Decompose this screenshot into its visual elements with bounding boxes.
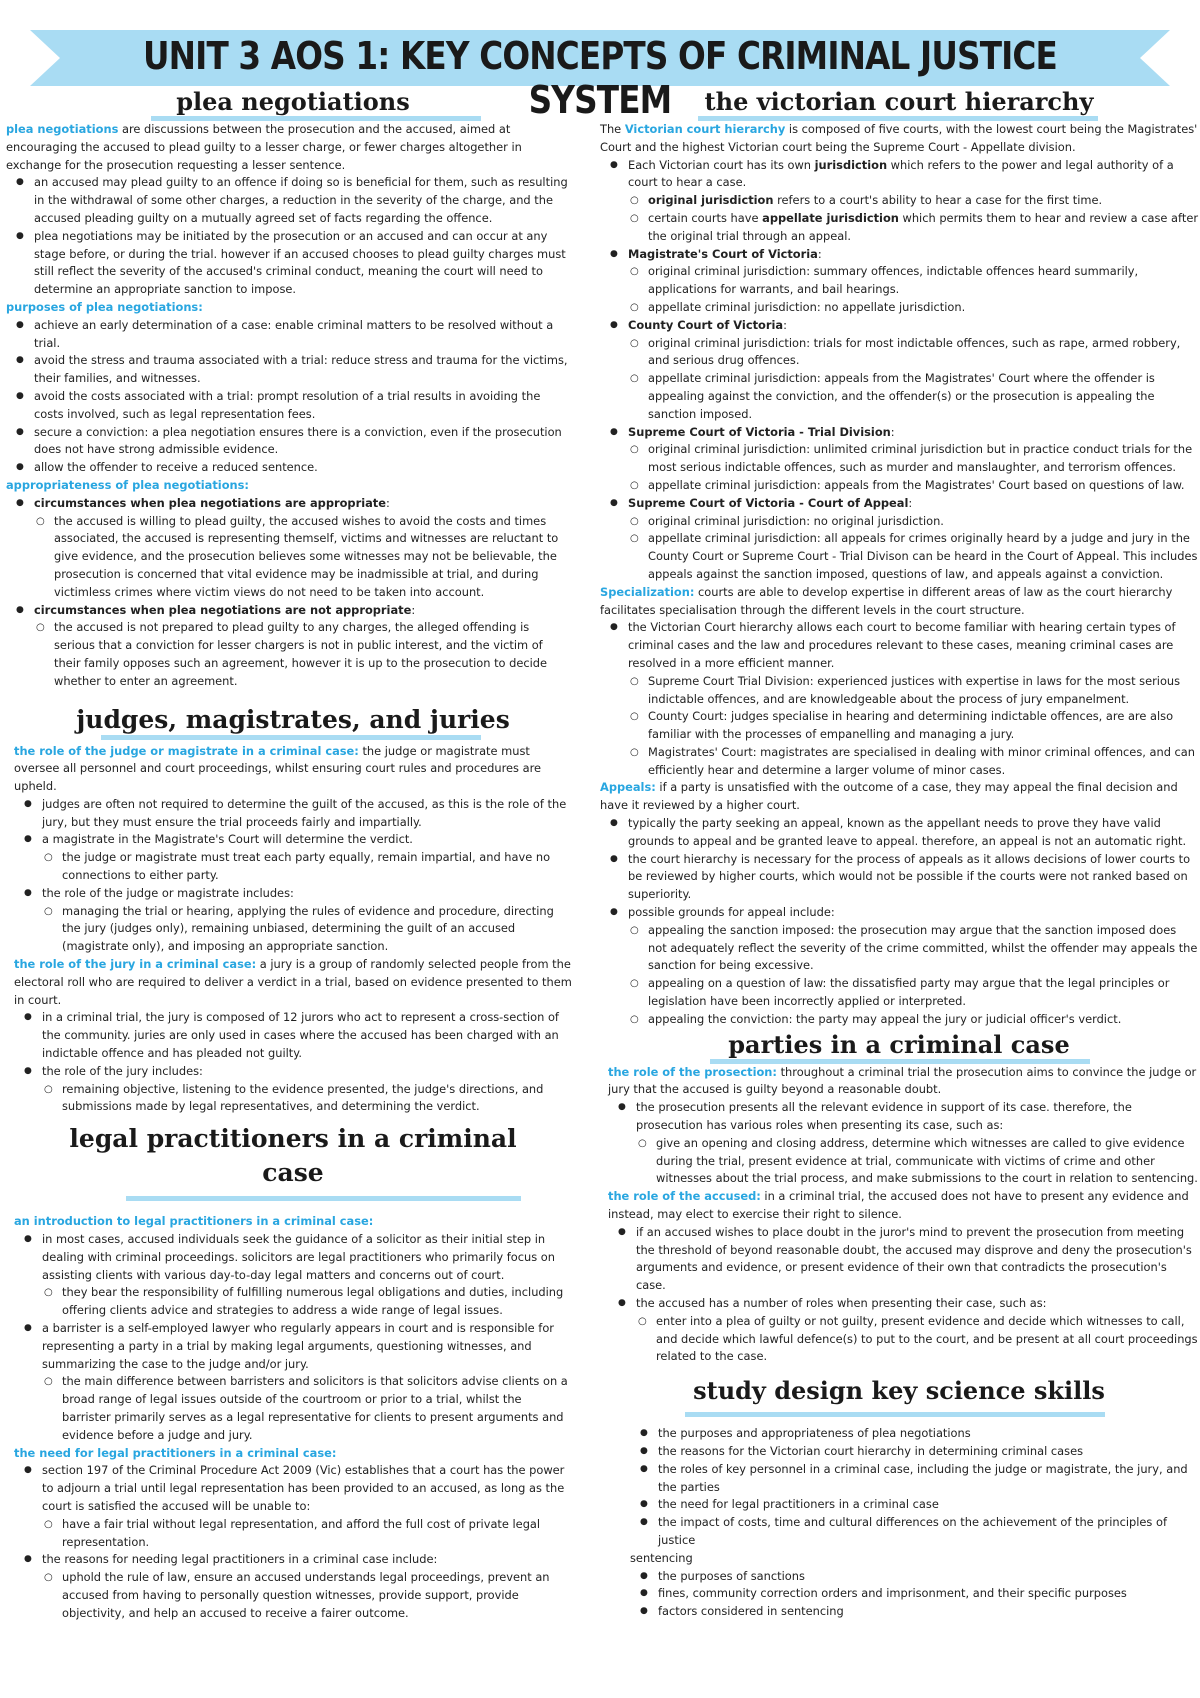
role-judge — [14, 743, 572, 796]
sublist — [14, 1284, 572, 1320]
list-item: ○ appellate criminal jurisdiction: appeals from the Magistrates' Court based on questions of law. — [600, 477, 1198, 495]
accused-bullets — [608, 1224, 1198, 1366]
list-item: ● the reasons for the Victorian court hierarchy in determining criminal cases — [630, 1443, 1198, 1461]
list-item: ○ remaining objective, listening to the evidence presented, the judge's directions, and submissions made by legal representatives, and determining the verdict. — [14, 1081, 572, 1117]
heading-underline — [698, 116, 1098, 121]
legal-intro-label: an introduction to legal practitioners in a criminal case: — [14, 1214, 374, 1229]
text: which permits them to hear and review a case after the original trial through an appeal. — [648, 210, 1199, 243]
heading-text: judges, magistrates, and juries — [76, 704, 510, 734]
list-item: ● avoid the costs associated with a trial: prompt resolution of a trial results in avoiding the costs involved, such as legal representation fees. — [6, 388, 572, 424]
appeals — [600, 779, 1198, 815]
list-item: ● the roles of key personnel in a criminal case, including the judge or magistrate, the jury, and the parties — [630, 1461, 1198, 1497]
text: if a party is unsatisfied with the outcome of a case, they may appeal the final decision and have it reviewed by a higher court. — [600, 780, 1178, 813]
list-item: ○ appellate criminal jurisdiction: appeals from the Magistrates' Court where the offender is appealing against the conviction, and the offender(s) or the prosecution is appealing the sanction imposed. — [600, 370, 1198, 423]
bold-label: circumstances when plea negotiations are appropriate — [34, 495, 386, 510]
text: the accused has a number of roles when presenting their case, such as: — [636, 1296, 1047, 1310]
legal-bullets — [14, 1231, 572, 1445]
list-item — [14, 1231, 572, 1320]
term: the role of the judge or magistrate in a criminal case: — [14, 743, 359, 758]
text: which refers to the power and legal authority of a court to hear a case. — [628, 157, 1174, 190]
heading-text-line2: case — [262, 1158, 324, 1188]
list-item: ○ managing the trial or hearing, applying the rules of evidence and procedure, directing the jury (judges only), remaining unbiased, determining the guilt of an accused (magistrate only), and imposing an appropriate sanction. — [14, 903, 572, 956]
list-item: ● Supreme Court of Victoria - Trial Division: ○ original criminal jurisdiction: unlimited criminal jurisdiction but in practice conduct trials for the most serious indictable offences, such as murder and manslaughter, and terrorism offences. ○ appellate criminal jurisdiction: appeals from the Magistrates' Court based on questions of law. — [600, 424, 1198, 495]
text: a jury is a group of randomly selected people from the electoral roll who are required to deliver a verdict in a trial, based on evidence presented to them in court. — [14, 957, 572, 1007]
list-item: ● the court hierarchy is necessary for the process of appeals as it allows decisions of lower courts to be reviewed by higher courts, which would not be possible if the courts were not ranked based on superiority. — [600, 851, 1198, 904]
text: courts are able to develop expertise in different areas of law as the court hierarchy facilitates specialisation through the different levels in the court structure. — [600, 584, 1173, 617]
list-item: ● secure a conviction: a plea negotiation ensures there is a conviction, even if the prosecution does not have strong admissible evidence. — [6, 424, 572, 460]
bold-term: jurisdiction — [814, 157, 888, 172]
role-jury — [14, 956, 572, 1009]
sublist — [600, 441, 1198, 494]
section-court-heading — [600, 88, 1198, 121]
text: possible grounds for appeal include: — [628, 905, 835, 920]
list-item: ○ the judge or magistrate must treat each party equally, remain impartial, and have no connections to either party. — [14, 849, 572, 885]
list-item: ○ they bear the responsibility of fulfilling numerous legal obligations and duties, including offering clients advice and strategies to address a wide range of legal issues. — [14, 1284, 572, 1320]
section-plea-heading — [6, 88, 580, 121]
court-name: Magistrate's Court of Victoria — [628, 246, 818, 261]
heading-underline — [126, 1196, 521, 1201]
section-legal-heading — [6, 1122, 580, 1201]
list-item: ● the need for legal practitioners in a criminal case — [630, 1496, 1198, 1514]
list-item: ● Supreme Court of Victoria - Court of Appeal: ○ original criminal jurisdiction: no original jurisdiction. ○ appellate criminal jurisdiction: all appeals for crimes originally heard by a judge and jury in the County Court or Supreme Court - Trial Divison can be heard in the Court of Appeal. This includes appeals against the sanction imposed, questions of law, and appeals against a conviction. — [600, 495, 1198, 584]
text: the role of the jury includes: — [42, 1063, 203, 1078]
sublist — [6, 619, 572, 690]
list-item: ○ original criminal jurisdiction: trials for most indictable offences, such as rape, armed robbery, and serious drug offences. — [600, 335, 1198, 371]
list-item: ● in a criminal trial, the jury is composed of 12 jurors who act to represent a cross-section of the community. juries are only used in cases where the accused has been charged with an indictable offence and has pleaded not guilty. — [14, 1009, 572, 1062]
text: a barrister is a self-employed lawyer who regularly appears in court and is responsible for representing a party in a trial by making legal arguments, questioning witnesses, and summarizing the case to the judge and/or jury. — [42, 1321, 554, 1371]
section-judges-heading — [6, 705, 580, 740]
appropriateness-list — [6, 495, 572, 691]
list-item: ○ appellate criminal jurisdiction: all appeals for crimes originally heard by a judge and jury in the County Court or Supreme Court - Trial Divison can be heard in the Court of Appeal. This includes appeals against the sanction imposed, questions of law, and appeals against a conviction. — [600, 530, 1198, 583]
court-bullets — [600, 157, 1198, 584]
heading-text: study design key science skills — [693, 1376, 1105, 1406]
left-column — [6, 88, 580, 1623]
bold-label: circumstances when plea negotiations are not appropriate — [34, 602, 412, 617]
role-accused — [608, 1188, 1198, 1224]
sublist — [14, 1516, 572, 1552]
list-item: ● the impact of costs, time and cultural differences on the achievement of the principles of justice — [630, 1514, 1198, 1550]
specialization — [600, 584, 1198, 620]
role-prosecution — [608, 1064, 1198, 1100]
list-item: ○ appealing the sanction imposed: the prosecution may argue that the sanction imposed does not adequately reflect the severity of the crime committed, whilst the offender may appeals the sanction for being excessive. — [600, 922, 1198, 975]
list-item: ● fines, community correction orders and imprisonment, and their specific purposes — [630, 1585, 1198, 1603]
heading-underline — [151, 116, 481, 121]
text: refers to a court's ability to hear a case for the first time. — [773, 193, 1103, 208]
study-list — [630, 1425, 1198, 1550]
appeal-bullets — [600, 815, 1198, 1029]
list-item: ● County Court of Victoria: ○ original criminal jurisdiction: trials for most indictable offences, such as rape, armed robbery, and serious drug offences. ○ appellate criminal jurisdiction: appeals from the Magistrates' Court where the offender is appealing against the conviction, and the offender(s) or the prosecution is appealing the sanction imposed. — [600, 317, 1198, 424]
sentencing-label: sentencing — [630, 1550, 693, 1565]
list-item: ● circumstances when plea negotiations are not appropriate: ○ the accused is not prepared to plead guilty to any charges, the alleged offending is serious that a conviction for lesser chargers is not in public interest, and the victim of their family opposes such an agreement, however it is up to the prosecution to decide whether to enter an agreement. — [6, 602, 572, 691]
purposes-label: purposes of plea negotiations: — [6, 299, 203, 314]
list-item: ○ enter into a plea of guilty or not guilty, present evidence and decide which witnesses to call, and decide which lawful defence(s) to put to the court, and be present at all court proceedings related to the case. — [608, 1313, 1198, 1366]
text: the prosecution presents all the relevant evidence in support of its case. therefore, the prosecution has various roles when presenting its case, such as: — [636, 1100, 1132, 1133]
prosecution-bullets — [608, 1099, 1198, 1188]
text: in most cases, accused individuals seek the guidance of a solicitor as their initial step in dealing with criminal proceedings. solicitors are legal practitioners who primarily focus on assisting clients with various day-to-day legal matters and concerns out of court. — [42, 1232, 555, 1282]
list-item — [600, 192, 1198, 210]
sublist — [14, 849, 572, 885]
text: throughout a criminal trial the prosecution aims to convince the judge or jury that the accused is guilty beyond a reasonable doubt. — [608, 1064, 1197, 1097]
text: certain courts have — [648, 210, 763, 225]
heading-text: the victorian court hierarchy — [704, 87, 1094, 116]
legal-section — [6, 1213, 580, 1622]
court-section — [600, 121, 1198, 1029]
sublist — [600, 922, 1198, 1029]
term: plea negotiations — [6, 122, 119, 136]
list-item: ○ appellate criminal jurisdiction: no appellate jurisdiction. — [600, 299, 1198, 317]
list-item — [600, 157, 1198, 246]
list-item — [14, 831, 572, 884]
list-item — [14, 885, 572, 956]
list-item: ○ original criminal jurisdiction: unlimited criminal jurisdiction but in practice conduct trials for the most serious indictable offences, such as murder and manslaughter, and terrorism offences. — [600, 441, 1198, 477]
list-item: ○ uphold the rule of law, ensure an accused understands legal proceedings, prevent an accused from having to personally question witnesses, provide support, provide objectivity, and help an accused to receive a fairer outcome. — [14, 1569, 572, 1622]
text: the reasons for needing legal practitioners in a criminal case include: — [42, 1552, 438, 1567]
sublist — [14, 1081, 572, 1117]
sublist — [600, 263, 1198, 316]
list-item: ● the purposes of sanctions — [630, 1568, 1198, 1586]
right-column — [600, 88, 1198, 1621]
list-item — [14, 1551, 572, 1622]
heading-text: plea negotiations — [176, 87, 410, 116]
list-item: ○ Supreme Court Trial Division: experienced justices with expertise in laws for the most serious indictable offences, and are knowledgeable about the process of jury empanelment. — [600, 673, 1198, 709]
list-item: ○ the accused is not prepared to plead guilty to any charges, the alleged offending is serious that a conviction for lesser chargers is not in public interest, and the victim of their family opposes such an agreement, however it is up to the prosecution to decide whether to enter an agreement. — [6, 619, 572, 690]
list-item: ○ appealing the conviction: the party may appeal the jury or judicial officer's verdict. — [600, 1011, 1198, 1029]
sublist — [14, 1373, 572, 1444]
sublist — [600, 192, 1198, 245]
term: Victorian court hierarchy — [624, 122, 786, 136]
term: Specialization: — [600, 584, 695, 599]
list-item: ● Magistrate's Court of Victoria: ○ original criminal jurisdiction: summary offences, indictable offences heard summarily, applications for warrants, and bail hearings. ○ appellate criminal jurisdiction: no appellate jurisdiction. — [600, 246, 1198, 317]
judges-section — [6, 743, 580, 1117]
term: the role of the jury in a criminal case: — [14, 957, 257, 972]
list-item — [14, 1462, 572, 1551]
list-item: ○ appealing on a question of law: the dissatisfied party may argue that the legal principles or legislation have been incorrectly applied or interpreted. — [600, 975, 1198, 1011]
text: are discussions between the prosecution and the accused, aimed at encouraging the accused to plead guilty to a lesser charge, or fewer charges altogether in exchange for the prosecution requesting a lesser sentence. — [6, 122, 522, 172]
bold-term: appellate jurisdiction — [762, 210, 899, 225]
legal-need-label: the need for legal practitioners in a criminal case: — [14, 1445, 337, 1460]
legal-need-bullets — [14, 1462, 572, 1622]
sublist — [608, 1313, 1198, 1366]
term: the role of the accused: — [608, 1189, 761, 1204]
court-name: Supreme Court of Victoria - Trial Division — [628, 424, 891, 439]
parties-section — [600, 1064, 1198, 1367]
term: Appeals: — [600, 780, 656, 795]
list-item — [600, 210, 1198, 246]
term: the role of the prosection: — [608, 1064, 777, 1079]
spec-bullets — [600, 619, 1198, 779]
appropriateness-label: appropriateness of plea negotiations: — [6, 477, 249, 492]
list-item: ○ County Court: judges specialise in hearing and determining indictable offences, are are also familiar with the processes of empanelling and managing a jury. — [600, 708, 1198, 744]
plea-bullets — [6, 174, 572, 299]
text: the Victorian Court hierarchy allows each court to become familiar with hearing certain types of criminal cases and the law and procedures relevant to these cases, meaning criminal cases are resolved in a more efficient manner. — [628, 620, 1176, 670]
list-item — [600, 619, 1198, 779]
text: The — [600, 122, 625, 136]
list-item: ● circumstances when plea negotiations are appropriate: ○ the accused is willing to plead guilty, the accused wishes to avoid the costs and times associated, the accused is representing themself, victims and witnesses are reluctant to give evidence, and the prosecution believes some witnesses may not be believable, the prosecution is concerned that vital evidence may be inadmissible at trial, and during victimless crimes where victim views do not need to be taken into account. — [6, 495, 572, 602]
sublist — [600, 673, 1198, 780]
sublist — [600, 513, 1198, 584]
plea-section — [6, 121, 580, 691]
text: section 197 of the Criminal Procedure Act 2009 (Vic) establishes that a court has the power to adjourn a trial until legal representation has been provided to an accused, as long as the court is satisfied the accused will be unable to: — [42, 1463, 565, 1513]
list-item: ● factors considered in sentencing — [630, 1603, 1198, 1621]
heading-underline — [710, 1059, 1090, 1064]
sublist — [6, 513, 572, 602]
plea-intro — [6, 121, 572, 174]
bold-term: original jurisdiction — [648, 193, 774, 208]
text: a magistrate in the Magistrate's Court will determine the verdict. — [42, 832, 413, 847]
list-item: ● typically the party seeking an appeal, known as the appellant needs to prove they have valid grounds to appeal and be granted leave to appeal. therefore, an appeal is not an automatic right. — [600, 815, 1198, 851]
court-name: County Court of Victoria — [628, 317, 784, 332]
heading-underline — [685, 1412, 1105, 1417]
list-item: ● plea negotiations may be initiated by the prosecution or an accused and can occur at any stage before, or during the trial. however if an accused chooses to plead guilty charges must still reflect the severity of the accused's criminal conduct, meaning the court will need to determine an appropriate sanction to impose. — [6, 228, 572, 299]
text: in a criminal trial, the accused does not have to present any evidence and instead, may elect to exercise their right to silence. — [608, 1189, 1189, 1222]
text: the role of the judge or magistrate includes: — [42, 885, 294, 900]
list-item — [608, 1099, 1198, 1188]
list-item: ○ the accused is willing to plead guilty, the accused wishes to avoid the costs and times associated, the accused is representing themself, victims and witnesses are reluctant to give evidence, and the prosecution believes some witnesses may not be believable, the prosecution is concerned that vital evidence may be inadmissible at trial, and during victimless crimes where victim views do not need to be taken into account. — [6, 513, 572, 602]
section-study-heading — [600, 1376, 1198, 1417]
study-section — [600, 1425, 1198, 1621]
list-item: ● judges are often not required to determine the guilt of the accused, as this is the role of the jury, but they must ensure the trial proceeds fairly and impartially. — [14, 796, 572, 832]
sublist — [14, 903, 572, 956]
list-item: ● the purposes and appropriateness of plea negotiations — [630, 1425, 1198, 1443]
list-item: ○ original criminal jurisdiction: summary offences, indictable offences heard summarily, applications for warrants, and bail hearings. — [600, 263, 1198, 299]
list-item: ● an accused may plead guilty to an offence if doing so is beneficial for them, such as resulting in the withdrawal of some other charges, a reduction in the severity of the charge, and the accused pleading guilty on a mutually agreed set of facts regarding the offence. — [6, 174, 572, 227]
list-item — [608, 1295, 1198, 1366]
list-item — [14, 1063, 572, 1116]
list-item: ● avoid the stress and trauma associated with a trial: reduce stress and trauma for the victims, their families, and witnesses. — [6, 352, 572, 388]
heading-underline — [101, 735, 481, 740]
text: the judge or magistrate must oversee all personnel and court proceedings, whilst ensuring court rules and procedures are upheld. — [14, 743, 542, 794]
jury-bullets — [14, 1009, 572, 1116]
purposes-list — [6, 317, 572, 477]
judge-bullets — [14, 796, 572, 956]
list-item: ○ original criminal jurisdiction: no original jurisdiction. — [600, 513, 1198, 531]
list-item: ● if an accused wishes to place doubt in the juror's mind to prevent the prosecution from meeting the threshold of beyond reasonable doubt, the accused may disprove and deny the prosecution's arguments and evidence, or present evidence of their own that contradicts the prosecution's case. — [608, 1224, 1198, 1295]
court-intro — [600, 121, 1198, 157]
heading-text: parties in a criminal case — [728, 1029, 1070, 1059]
text: Each Victorian court has its own — [628, 157, 815, 172]
list-item: ○ the main difference between barristers and solicitors is that solicitors advise clients on a broad range of legal issues outside of the courtroom or prior to a trial, whilst the barrister primarily serves as a legal representative for clients to present arguments and evidence before a judge and jury. — [14, 1373, 572, 1444]
list-item: ○ have a fair trial without legal representation, and afford the full cost of private legal representation. — [14, 1516, 572, 1552]
list-item: ○ Magistrates' Court: magistrates are specialised in dealing with minor criminal offences, and can efficiently hear and determine a larger volume of minor cases. — [600, 744, 1198, 780]
sublist — [608, 1135, 1198, 1188]
text: is composed of five courts, with the lowest court being the Magistrates' Court and the highest Victorian court being the Supreme Court - Appellate division. — [600, 122, 1198, 154]
list-item: ● achieve an early determination of a case: enable criminal matters to be resolved without a trial. — [6, 317, 572, 353]
sublist — [14, 1569, 572, 1622]
list-item — [14, 1320, 572, 1445]
list-item — [600, 904, 1198, 1029]
heading-text: legal practitioners in a criminal — [69, 1124, 517, 1154]
section-parties-heading — [600, 1031, 1198, 1064]
sentencing-list — [630, 1568, 1198, 1621]
list-item: ○ give an opening and closing address, determine which witnesses are called to give evidence during the trial, present evidence at trial, communicate with victims of crime and other witnesses about the trial process, and make submissions to the court in relation to sentencing. — [608, 1135, 1198, 1188]
page-title: UNIT 3 AOS 1: KEY CONCEPTS OF CRIMINAL JUSTICE SYSTEM — [142, 34, 1058, 122]
court-name: Supreme Court of Victoria - Court of Appeal — [628, 495, 909, 510]
sublist — [600, 335, 1198, 424]
list-item: ● allow the offender to receive a reduced sentence. — [6, 459, 572, 477]
